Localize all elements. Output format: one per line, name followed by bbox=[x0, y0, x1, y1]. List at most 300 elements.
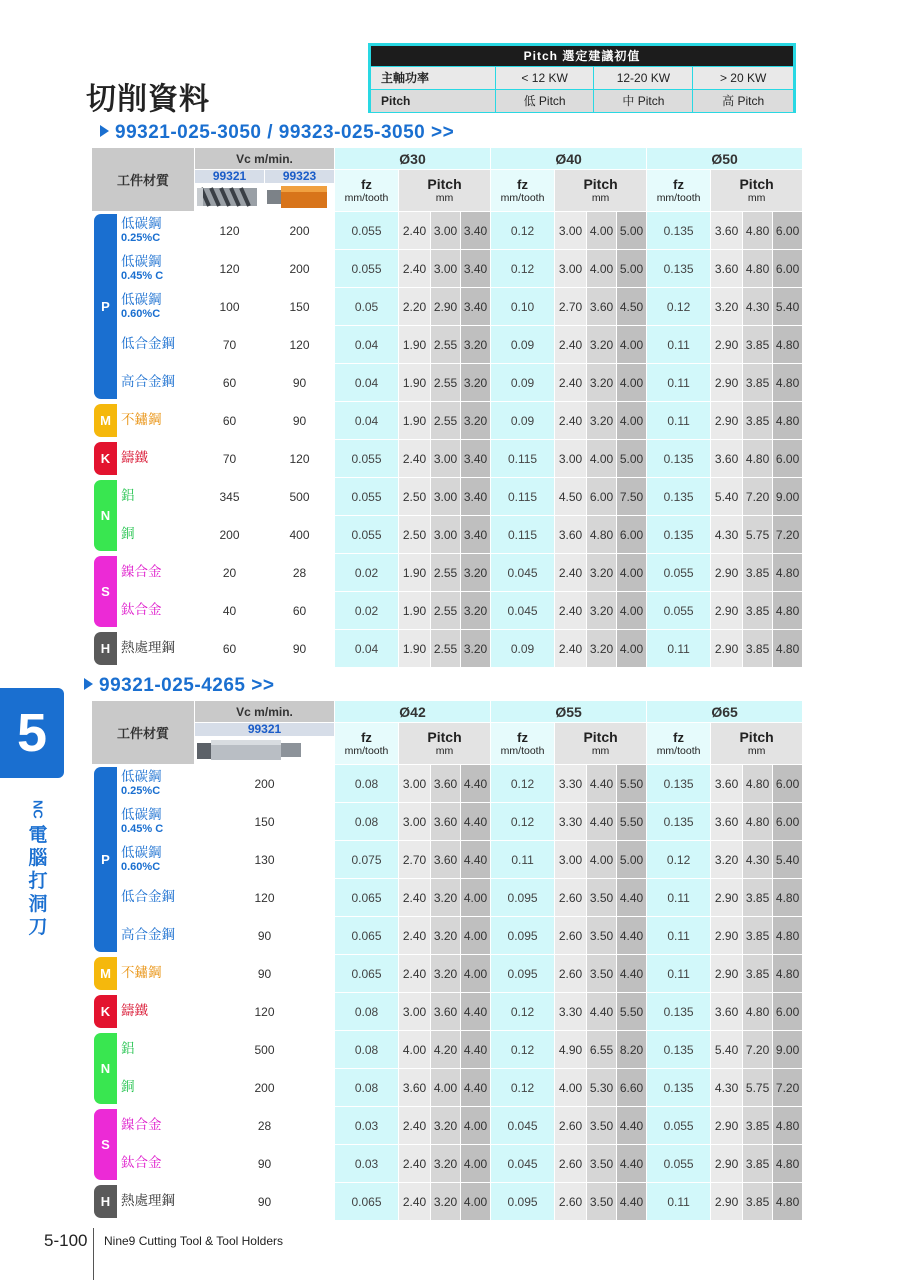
vc-value: 90 bbox=[195, 917, 335, 955]
material-name-cell bbox=[118, 917, 195, 955]
pitch-mid-value: 6.55 bbox=[587, 1031, 617, 1069]
fz-header bbox=[335, 170, 399, 212]
pitch-low-value: 2.40 bbox=[399, 1183, 431, 1221]
pitch-high-value: 4.80 bbox=[773, 1107, 803, 1145]
footer-company: Nine9 Cutting Tool & Tool Holders bbox=[104, 1234, 283, 1248]
material-name-cell bbox=[118, 879, 195, 917]
material-header: 工件材質 bbox=[92, 701, 195, 765]
diameter-header: Ø42 bbox=[335, 701, 491, 723]
fz-value: 0.04 bbox=[335, 402, 399, 440]
material-name-cell bbox=[118, 765, 195, 803]
fz-header bbox=[491, 170, 555, 212]
pitch-high-value: 3.20 bbox=[461, 364, 491, 402]
fz-value: 0.03 bbox=[335, 1145, 399, 1183]
fz-value: 0.095 bbox=[491, 879, 555, 917]
pitch-high-value: 6.00 bbox=[773, 250, 803, 288]
pitch-low-value: 1.90 bbox=[399, 364, 431, 402]
pitch-mid-value: 3.20 bbox=[431, 1183, 461, 1221]
pitch-mid-value: 3.50 bbox=[587, 1145, 617, 1183]
vc-value: 120 bbox=[195, 993, 335, 1031]
pitch-low-value: 3.60 bbox=[399, 1069, 431, 1107]
legend-pitch-low: 低 Pitch bbox=[496, 90, 594, 112]
pitch-low-value: 1.90 bbox=[399, 326, 431, 364]
material-name: 低碳鋼 bbox=[121, 253, 162, 270]
pitch-low-value: 2.90 bbox=[711, 554, 743, 592]
drill-tool-icon bbox=[195, 737, 334, 763]
material-name-cell bbox=[118, 554, 195, 592]
pitch-high-value: 4.00 bbox=[617, 630, 647, 668]
pitch-label: Pitch bbox=[427, 176, 462, 192]
pitch-label: Pitch bbox=[427, 729, 462, 745]
pitch-low-value: 3.60 bbox=[711, 250, 743, 288]
pitch-low-value: 3.30 bbox=[555, 765, 587, 803]
pitch-header bbox=[399, 723, 491, 765]
pitch-high-value: 3.40 bbox=[461, 516, 491, 554]
material-group-tab bbox=[92, 1107, 118, 1183]
material-name: 低碳鋼 bbox=[121, 844, 162, 861]
side-char: 洞 bbox=[28, 893, 48, 915]
material-group-tab bbox=[92, 402, 118, 440]
fz-value: 0.12 bbox=[491, 1031, 555, 1069]
pitch-mid-value: 4.30 bbox=[743, 288, 773, 326]
pitch-mid-value: 3.20 bbox=[431, 917, 461, 955]
pitch-high-value: 4.00 bbox=[617, 402, 647, 440]
fz-value: 0.095 bbox=[491, 1183, 555, 1221]
material-carbon: 0.45% C bbox=[121, 269, 164, 282]
vc-value: 90 bbox=[195, 1183, 335, 1221]
material-name-cell bbox=[118, 1183, 195, 1221]
pitch-mid-value: 2.55 bbox=[431, 326, 461, 364]
pitch-mid-value: 3.60 bbox=[431, 841, 461, 879]
fz-value: 0.055 bbox=[335, 212, 399, 250]
pitch-high-value: 5.40 bbox=[773, 841, 803, 879]
pitch-high-value: 4.80 bbox=[773, 630, 803, 668]
material-name: 高合金鋼 bbox=[121, 927, 175, 943]
material-name: 鋁 bbox=[121, 488, 135, 504]
fz-value: 0.08 bbox=[335, 1031, 399, 1069]
pitch-high-value: 7.50 bbox=[617, 478, 647, 516]
fz-value: 0.135 bbox=[647, 250, 711, 288]
pitch-low-value: 2.40 bbox=[555, 364, 587, 402]
fz-label: fz bbox=[517, 729, 528, 745]
material-carbon: 0.25%C bbox=[121, 231, 161, 244]
table-row bbox=[92, 212, 803, 250]
fz-value: 0.055 bbox=[335, 440, 399, 478]
fz-unit: mm/tooth bbox=[656, 744, 701, 757]
table-row bbox=[92, 1145, 803, 1183]
fz-value: 0.115 bbox=[491, 440, 555, 478]
pitch-mid-value: 2.55 bbox=[431, 364, 461, 402]
pitch-high-value: 6.00 bbox=[617, 516, 647, 554]
tool-image-cell bbox=[195, 170, 265, 212]
pitch-high-value: 4.40 bbox=[461, 1031, 491, 1069]
fz-label: fz bbox=[517, 176, 528, 192]
section2-title: 99321-025-4265 >> bbox=[84, 675, 274, 697]
pitch-unit: mm bbox=[747, 745, 766, 757]
group-label: K bbox=[94, 995, 117, 1028]
fz-value: 0.08 bbox=[335, 765, 399, 803]
material-name-cell bbox=[118, 955, 195, 993]
pitch-high-value: 4.40 bbox=[461, 765, 491, 803]
material-header: 工件材質 bbox=[92, 148, 195, 212]
pitch-low-value: 2.40 bbox=[399, 440, 431, 478]
pitch-low-value: 2.90 bbox=[711, 630, 743, 668]
pitch-low-value: 3.60 bbox=[555, 516, 587, 554]
pitch-mid-value: 3.20 bbox=[587, 630, 617, 668]
vc-header: Vc m/min. bbox=[195, 701, 335, 723]
material-name: 鎳合金 bbox=[121, 1117, 162, 1133]
pitch-low-value: 3.60 bbox=[711, 440, 743, 478]
fz-value: 0.04 bbox=[335, 364, 399, 402]
section1-title: 99321-025-3050 / 99323-025-3050 >> bbox=[100, 122, 454, 144]
legend-power-mid: 12-20 KW bbox=[594, 67, 692, 89]
pitch-mid-value: 2.55 bbox=[431, 592, 461, 630]
pitch-low-value: 4.30 bbox=[711, 1069, 743, 1107]
fz-value: 0.115 bbox=[491, 516, 555, 554]
pitch-high-value: 3.20 bbox=[461, 402, 491, 440]
vc-value: 90 bbox=[195, 955, 335, 993]
fz-value: 0.11 bbox=[647, 402, 711, 440]
pitch-high-value: 4.80 bbox=[773, 1183, 803, 1221]
material-name-cell bbox=[118, 250, 195, 288]
fz-value: 0.115 bbox=[491, 478, 555, 516]
table-row bbox=[92, 955, 803, 993]
legend-power-label: 主軸功率 bbox=[371, 67, 495, 89]
material-name: 不鏽鋼 bbox=[121, 412, 162, 428]
group-label: M bbox=[94, 404, 117, 437]
material-group-tab bbox=[92, 993, 118, 1031]
pitch-mid-value: 3.85 bbox=[743, 592, 773, 630]
pitch-mid-value: 4.40 bbox=[587, 993, 617, 1031]
fz-value: 0.04 bbox=[335, 326, 399, 364]
pitch-high-value: 4.00 bbox=[461, 917, 491, 955]
tool-code: 99321 bbox=[195, 170, 264, 183]
fz-value: 0.09 bbox=[491, 402, 555, 440]
fz-value: 0.12 bbox=[491, 250, 555, 288]
pitch-high-value: 4.80 bbox=[773, 1145, 803, 1183]
vc-value: 500 bbox=[265, 478, 335, 516]
fz-header bbox=[491, 723, 555, 765]
fz-value: 0.135 bbox=[647, 1069, 711, 1107]
group-label: K bbox=[94, 442, 117, 475]
pitch-high-value: 4.80 bbox=[773, 326, 803, 364]
pitch-label: Pitch bbox=[583, 176, 618, 192]
pitch-high-value: 6.00 bbox=[773, 440, 803, 478]
chapter-side-label bbox=[26, 796, 50, 939]
material-group-tab bbox=[92, 1183, 118, 1221]
vc-value: 200 bbox=[265, 212, 335, 250]
pitch-low-value: 3.00 bbox=[399, 803, 431, 841]
fz-header bbox=[335, 723, 399, 765]
vc-value: 28 bbox=[265, 554, 335, 592]
pitch-header bbox=[711, 170, 803, 212]
tool-image-cell bbox=[265, 170, 335, 212]
group-label: S bbox=[94, 1109, 117, 1180]
pitch-low-value: 2.90 bbox=[711, 1145, 743, 1183]
legend-row-pitch bbox=[371, 90, 793, 112]
pitch-mid-value: 4.00 bbox=[431, 1069, 461, 1107]
pitch-mid-value: 3.60 bbox=[431, 803, 461, 841]
legend-row-power bbox=[371, 67, 793, 89]
pitch-mid-value: 3.20 bbox=[431, 879, 461, 917]
pitch-mid-value: 3.00 bbox=[431, 516, 461, 554]
pitch-mid-value: 2.55 bbox=[431, 630, 461, 668]
pitch-high-value: 7.20 bbox=[773, 1069, 803, 1107]
vc-value: 120 bbox=[195, 212, 265, 250]
material-group-tab bbox=[92, 955, 118, 993]
pitch-low-value: 3.20 bbox=[711, 288, 743, 326]
fz-value: 0.11 bbox=[647, 1183, 711, 1221]
pitch-low-value: 2.90 bbox=[711, 917, 743, 955]
fz-value: 0.11 bbox=[647, 326, 711, 364]
pitch-low-value: 2.60 bbox=[555, 1107, 587, 1145]
fz-value: 0.11 bbox=[647, 917, 711, 955]
vc-value: 200 bbox=[195, 516, 265, 554]
vc-value: 90 bbox=[265, 402, 335, 440]
fz-label: fz bbox=[673, 729, 684, 745]
material-name-cell bbox=[118, 1145, 195, 1183]
material-carbon: 0.25%C bbox=[121, 784, 161, 797]
fz-unit: mm/tooth bbox=[344, 744, 389, 757]
fz-value: 0.08 bbox=[335, 1069, 399, 1107]
material-group-tab bbox=[92, 440, 118, 478]
pitch-mid-value: 3.85 bbox=[743, 917, 773, 955]
pitch-unit: mm bbox=[591, 745, 610, 757]
pitch-mid-value: 2.55 bbox=[431, 554, 461, 592]
pitch-low-value: 2.50 bbox=[399, 478, 431, 516]
material-group-tab bbox=[92, 212, 118, 402]
pitch-mid-value: 3.85 bbox=[743, 326, 773, 364]
pitch-mid-value: 3.85 bbox=[743, 402, 773, 440]
fz-value: 0.055 bbox=[647, 554, 711, 592]
pitch-low-value: 2.70 bbox=[555, 288, 587, 326]
pitch-high-value: 4.80 bbox=[773, 592, 803, 630]
pitch-mid-value: 3.50 bbox=[587, 917, 617, 955]
fz-value: 0.11 bbox=[647, 955, 711, 993]
pitch-mid-value: 3.20 bbox=[587, 364, 617, 402]
material-name-cell bbox=[118, 212, 195, 250]
fz-value: 0.11 bbox=[647, 364, 711, 402]
tool-code: 99321 bbox=[195, 723, 334, 736]
pitch-high-value: 4.00 bbox=[617, 554, 647, 592]
pitch-mid-value: 7.20 bbox=[743, 478, 773, 516]
pitch-label: Pitch bbox=[739, 729, 774, 745]
fz-value: 0.135 bbox=[647, 440, 711, 478]
pitch-high-value: 4.40 bbox=[461, 1069, 491, 1107]
material-name-cell bbox=[118, 288, 195, 326]
group-label: P bbox=[94, 214, 117, 399]
legend-pitch-high: 高 Pitch bbox=[693, 90, 793, 112]
pitch-high-value: 4.40 bbox=[617, 955, 647, 993]
pitch-low-value: 3.00 bbox=[399, 765, 431, 803]
pitch-low-value: 2.40 bbox=[399, 212, 431, 250]
tool-image-cell bbox=[195, 723, 335, 765]
fz-value: 0.11 bbox=[491, 841, 555, 879]
pitch-high-value: 4.40 bbox=[461, 841, 491, 879]
material-name-cell bbox=[118, 630, 195, 668]
pitch-low-value: 1.90 bbox=[399, 592, 431, 630]
pitch-mid-value: 5.30 bbox=[587, 1069, 617, 1107]
pitch-mid-value: 3.60 bbox=[431, 765, 461, 803]
pitch-low-value: 1.90 bbox=[399, 402, 431, 440]
table-row bbox=[92, 288, 803, 326]
pitch-mid-value: 3.20 bbox=[587, 592, 617, 630]
pitch-mid-value: 5.75 bbox=[743, 516, 773, 554]
pitch-mid-value: 5.75 bbox=[743, 1069, 773, 1107]
pitch-high-value: 5.50 bbox=[617, 765, 647, 803]
legend-pitch-mid: 中 Pitch bbox=[594, 90, 692, 112]
table-row bbox=[92, 364, 803, 402]
pitch-mid-value: 3.60 bbox=[587, 288, 617, 326]
vc-value: 500 bbox=[195, 1031, 335, 1069]
fz-value: 0.065 bbox=[335, 955, 399, 993]
pitch-label: Pitch bbox=[739, 176, 774, 192]
pitch-mid-value: 4.00 bbox=[587, 841, 617, 879]
fz-value: 0.11 bbox=[647, 630, 711, 668]
vc-value: 345 bbox=[195, 478, 265, 516]
pitch-low-value: 5.40 bbox=[711, 478, 743, 516]
vc-value: 200 bbox=[195, 765, 335, 803]
pitch-low-value: 3.00 bbox=[399, 993, 431, 1031]
side-char: 刀 bbox=[28, 916, 48, 938]
fz-value: 0.10 bbox=[491, 288, 555, 326]
pitch-low-value: 3.30 bbox=[555, 803, 587, 841]
pitch-high-value: 4.50 bbox=[617, 288, 647, 326]
material-group-tab bbox=[92, 478, 118, 554]
pitch-low-value: 3.60 bbox=[711, 765, 743, 803]
pitch-high-value: 3.20 bbox=[461, 554, 491, 592]
fz-value: 0.09 bbox=[491, 630, 555, 668]
pitch-high-value: 3.20 bbox=[461, 326, 491, 364]
pitch-low-value: 2.60 bbox=[555, 1183, 587, 1221]
cutting-data-table-1 bbox=[91, 147, 803, 668]
pitch-high-value: 3.40 bbox=[461, 212, 491, 250]
pitch-mid-value: 3.85 bbox=[743, 1145, 773, 1183]
pitch-low-value: 3.60 bbox=[711, 993, 743, 1031]
vc-value: 120 bbox=[265, 326, 335, 364]
fz-value: 0.02 bbox=[335, 554, 399, 592]
fz-value: 0.135 bbox=[647, 803, 711, 841]
table-row bbox=[92, 1031, 803, 1069]
pitch-high-value: 4.00 bbox=[461, 1107, 491, 1145]
pitch-high-value: 5.50 bbox=[617, 803, 647, 841]
pitch-low-value: 3.00 bbox=[555, 440, 587, 478]
pitch-high-value: 6.60 bbox=[617, 1069, 647, 1107]
pitch-unit: mm bbox=[435, 745, 454, 757]
vc-value: 200 bbox=[265, 250, 335, 288]
vc-value: 150 bbox=[195, 803, 335, 841]
material-name-cell bbox=[118, 1107, 195, 1145]
material-name-cell bbox=[118, 993, 195, 1031]
fz-value: 0.045 bbox=[491, 1145, 555, 1183]
fz-value: 0.045 bbox=[491, 1107, 555, 1145]
pitch-low-value: 2.90 bbox=[711, 1107, 743, 1145]
pitch-mid-value: 4.20 bbox=[431, 1031, 461, 1069]
pitch-low-value: 3.00 bbox=[555, 841, 587, 879]
pitch-high-value: 3.40 bbox=[461, 440, 491, 478]
fz-unit: mm/tooth bbox=[656, 191, 701, 204]
fz-value: 0.03 bbox=[335, 1107, 399, 1145]
material-name: 銅 bbox=[121, 526, 135, 542]
vc-value: 120 bbox=[265, 440, 335, 478]
pitch-low-value: 2.40 bbox=[555, 554, 587, 592]
pitch-low-value: 2.60 bbox=[555, 879, 587, 917]
fz-value: 0.095 bbox=[491, 917, 555, 955]
vc-value: 40 bbox=[195, 592, 265, 630]
diameter-header: Ø50 bbox=[647, 148, 803, 170]
table-row bbox=[92, 554, 803, 592]
pitch-mid-value: 2.90 bbox=[431, 288, 461, 326]
table-row bbox=[92, 478, 803, 516]
fz-header bbox=[647, 170, 711, 212]
fz-value: 0.11 bbox=[647, 879, 711, 917]
fz-value: 0.09 bbox=[491, 364, 555, 402]
pitch-mid-value: 3.85 bbox=[743, 879, 773, 917]
pitch-mid-value: 4.80 bbox=[743, 212, 773, 250]
pitch-mid-value: 3.50 bbox=[587, 1107, 617, 1145]
legend-power-high: > 20 KW bbox=[693, 67, 793, 89]
pitch-high-value: 4.40 bbox=[617, 1183, 647, 1221]
material-name: 鋁 bbox=[121, 1041, 135, 1057]
fz-value: 0.065 bbox=[335, 879, 399, 917]
pitch-low-value: 2.40 bbox=[555, 592, 587, 630]
material-group-tab bbox=[92, 554, 118, 630]
pitch-mid-value: 3.20 bbox=[431, 1145, 461, 1183]
footer-divider bbox=[93, 1228, 94, 1280]
pitch-low-value: 5.40 bbox=[711, 1031, 743, 1069]
pitch-legend-box bbox=[368, 43, 796, 113]
pitch-low-value: 2.50 bbox=[399, 516, 431, 554]
vc-value: 120 bbox=[195, 879, 335, 917]
page-title: 切削資料 bbox=[86, 82, 210, 117]
pitch-low-value: 2.40 bbox=[555, 326, 587, 364]
fz-value: 0.045 bbox=[491, 592, 555, 630]
cutting-data-table-2 bbox=[91, 700, 803, 1221]
pitch-mid-value: 4.80 bbox=[743, 993, 773, 1031]
pitch-mid-value: 3.20 bbox=[431, 1107, 461, 1145]
pitch-low-value: 3.00 bbox=[555, 250, 587, 288]
material-name-cell bbox=[118, 1031, 195, 1069]
diameter-header: Ø55 bbox=[491, 701, 647, 723]
legend-pitch-label: Pitch bbox=[371, 90, 495, 112]
diameter-header: Ø40 bbox=[491, 148, 647, 170]
vc-value: 150 bbox=[265, 288, 335, 326]
group-label: H bbox=[94, 1185, 117, 1218]
pitch-high-value: 4.40 bbox=[617, 1107, 647, 1145]
vc-value: 100 bbox=[195, 288, 265, 326]
material-name: 鈦合金 bbox=[121, 602, 162, 618]
fz-value: 0.135 bbox=[647, 993, 711, 1031]
fz-value: 0.055 bbox=[335, 478, 399, 516]
group-label: N bbox=[94, 1033, 117, 1104]
pitch-high-value: 6.00 bbox=[773, 765, 803, 803]
pitch-high-value: 4.40 bbox=[461, 993, 491, 1031]
fz-value: 0.12 bbox=[491, 803, 555, 841]
pitch-low-value: 2.40 bbox=[399, 879, 431, 917]
pitch-mid-value: 3.00 bbox=[431, 440, 461, 478]
material-name-cell bbox=[118, 516, 195, 554]
pitch-high-value: 4.00 bbox=[461, 955, 491, 993]
pitch-mid-value: 3.00 bbox=[431, 212, 461, 250]
fz-value: 0.075 bbox=[335, 841, 399, 879]
pitch-high-value: 8.20 bbox=[617, 1031, 647, 1069]
pitch-header bbox=[711, 723, 803, 765]
pitch-high-value: 4.80 bbox=[773, 917, 803, 955]
pitch-low-value: 4.50 bbox=[555, 478, 587, 516]
pitch-header bbox=[555, 170, 647, 212]
legend-power-low: < 12 KW bbox=[496, 67, 594, 89]
material-group-tab bbox=[92, 765, 118, 955]
